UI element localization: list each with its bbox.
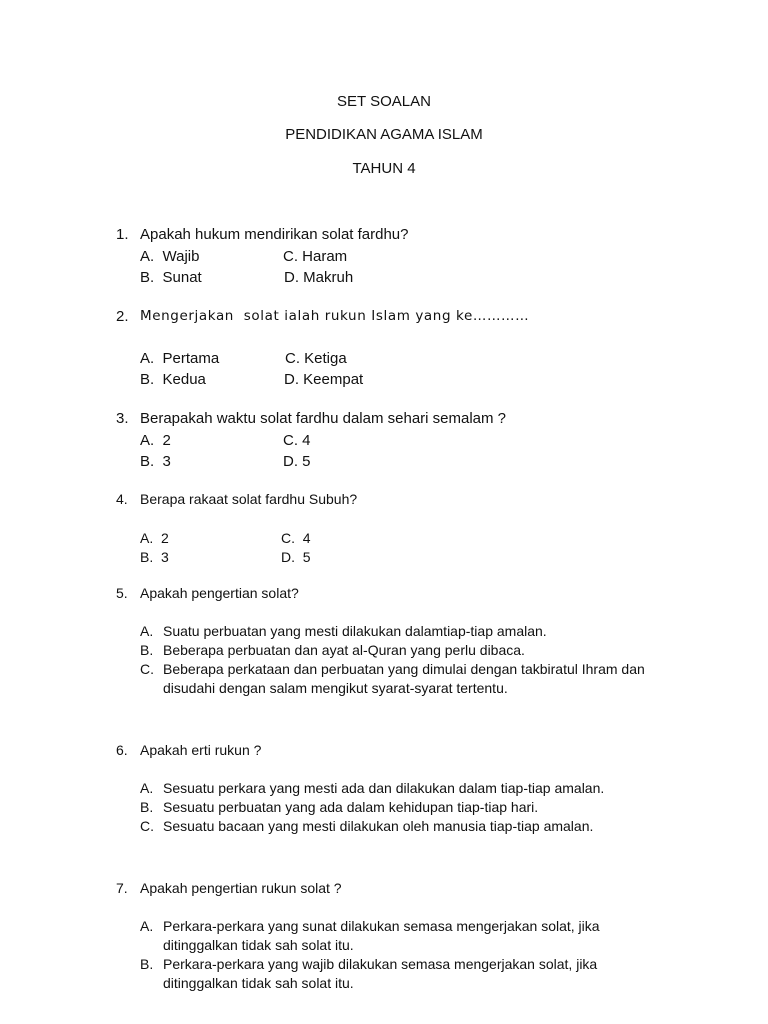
option-b: B. 3 bbox=[140, 453, 171, 470]
question-1 bbox=[116, 226, 676, 243]
option-label: A. bbox=[140, 623, 154, 639]
option-c bbox=[140, 660, 660, 698]
question-text: Apakah hukum mendirikan solat fardhu? bbox=[140, 226, 409, 243]
option-label: A. bbox=[140, 780, 154, 796]
question-number: 7. bbox=[116, 880, 128, 896]
option-d: D. Makruh bbox=[284, 269, 354, 286]
option-d: D. 5 bbox=[283, 453, 311, 470]
question-3-options bbox=[140, 430, 426, 472]
title-set-soalan: SET SOALAN bbox=[337, 93, 431, 110]
question-2-options bbox=[140, 348, 428, 390]
question-5 bbox=[116, 585, 676, 601]
question-number: 3. bbox=[116, 410, 129, 427]
question-text: Apakah pengertian solat? bbox=[140, 585, 299, 601]
question-text: Berapakah waktu solat fardhu dalam sehari semalam ? bbox=[140, 410, 507, 427]
option-c: C. Haram bbox=[283, 248, 348, 265]
option-text: Perkara-perkara yang sunat dilakukan semasa mengerjakan solat, jika ditinggalkan tidak sah solat itu. bbox=[163, 918, 600, 953]
option-a bbox=[140, 917, 660, 955]
option-b bbox=[140, 798, 660, 817]
option-text: Sesuatu perbuatan yang ada dalam kehidupan tiap-tiap hari. bbox=[163, 799, 539, 815]
option-a bbox=[140, 622, 660, 641]
option-label: B. bbox=[140, 799, 154, 815]
option-label: A. bbox=[140, 918, 154, 934]
question-1-options bbox=[140, 246, 427, 288]
question-6-options bbox=[140, 779, 660, 836]
option-c: C. Ketiga bbox=[285, 350, 347, 367]
option-d: D. Keempat bbox=[284, 371, 364, 388]
question-6 bbox=[116, 742, 676, 758]
option-text: Suatu perbuatan yang mesti dilakukan dalamtiap-tiap amalan. bbox=[163, 623, 547, 639]
option-c bbox=[140, 817, 660, 836]
question-5-options bbox=[140, 622, 660, 698]
title-subject: PENDIDIKAN AGAMA ISLAM bbox=[285, 126, 483, 143]
question-text: Berapa rakaat solat fardhu Subuh? bbox=[140, 491, 358, 507]
question-text: Mengerjakan solat ialah rukun Islam yang ke………… bbox=[140, 308, 530, 324]
option-c: C. 4 bbox=[283, 432, 311, 449]
question-4 bbox=[116, 491, 676, 507]
option-label: B. bbox=[140, 642, 154, 658]
option-a: A. Pertama bbox=[140, 350, 220, 367]
option-a: A. 2 bbox=[140, 432, 171, 449]
option-b: B. Kedua bbox=[140, 371, 206, 388]
option-text: Sesuatu bacaan yang mesti dilakukan oleh manusia tiap-tiap amalan. bbox=[163, 818, 594, 834]
question-number: 4. bbox=[116, 491, 128, 507]
question-2 bbox=[116, 308, 676, 325]
option-b bbox=[140, 641, 660, 660]
question-3 bbox=[116, 410, 676, 427]
option-d: D. 5 bbox=[281, 549, 311, 565]
option-text: Perkara-perkara yang wajib dilakukan semasa mengerjakan solat, jika ditinggalkan tidak sah solat itu. bbox=[163, 956, 598, 991]
option-b: B. 3 bbox=[140, 549, 169, 565]
option-a: A. Wajib bbox=[140, 248, 200, 265]
question-number: 1. bbox=[116, 226, 129, 243]
option-label: B. bbox=[140, 956, 154, 972]
option-label: C. bbox=[140, 661, 154, 677]
option-text: Sesuatu perkara yang mesti ada dan dilakukan dalam tiap-tiap amalan. bbox=[163, 780, 605, 796]
question-number: 2. bbox=[116, 308, 129, 325]
question-number: 5. bbox=[116, 585, 128, 601]
question-number: 6. bbox=[116, 742, 128, 758]
question-7-options bbox=[140, 917, 660, 993]
title-year: TAHUN 4 bbox=[352, 160, 416, 177]
question-7 bbox=[116, 880, 676, 896]
question-text: Apakah erti rukun ? bbox=[140, 742, 262, 758]
option-b bbox=[140, 955, 660, 993]
option-b: B. Sunat bbox=[140, 269, 202, 286]
option-label: C. bbox=[140, 818, 154, 834]
option-a bbox=[140, 779, 660, 798]
question-4-options bbox=[140, 529, 424, 567]
option-text: Beberapa perbuatan dan ayat al-Quran yang perlu dibaca. bbox=[163, 642, 525, 658]
option-a: A. 2 bbox=[140, 530, 169, 546]
question-text: Apakah pengertian rukun solat ? bbox=[140, 880, 342, 896]
option-c: C. 4 bbox=[281, 530, 311, 546]
option-text: Beberapa perkataan dan perbuatan yang dimulai dengan takbiratul Ihram dan disudahi dengan salam mengikut syarat-syarat tertentu. bbox=[163, 661, 645, 696]
